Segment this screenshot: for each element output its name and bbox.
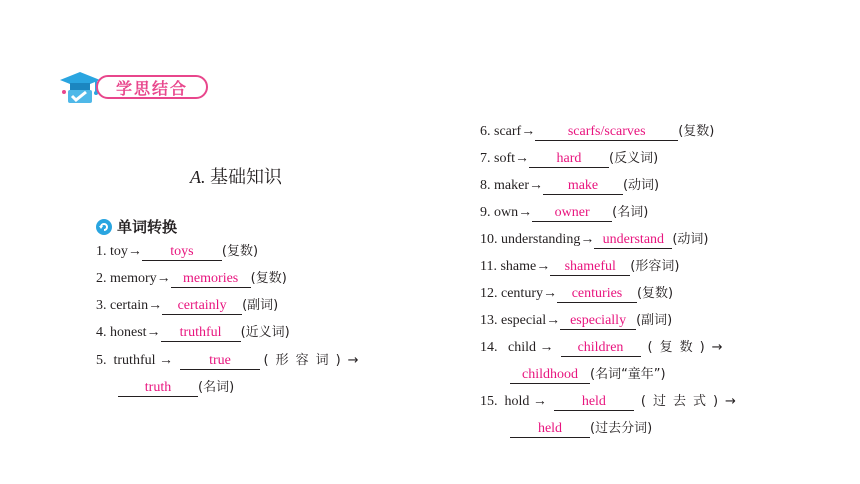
exercise-item: 8. maker→ make (动词) <box>480 178 660 193</box>
answer-blank: certainly <box>162 297 242 315</box>
section-heading-text: 基础知识 <box>210 167 282 188</box>
answer-blank: scarfs/scarves <box>535 123 678 141</box>
answer-blank: centuries <box>557 285 637 303</box>
book-icon <box>68 90 92 103</box>
answer-blank: memories <box>171 270 251 288</box>
answer-blank: understand <box>594 231 672 249</box>
sub-heading <box>96 216 177 237</box>
section-badge <box>96 75 208 99</box>
answer-blank: truth <box>118 379 198 397</box>
exercise-item: 2. memory→ memories (复数) <box>96 271 287 286</box>
answer-blank: shameful <box>550 258 630 276</box>
section-heading <box>190 163 282 189</box>
answer-blank: owner <box>532 204 612 222</box>
exercise-item: 11. shame→ shameful (形容词) <box>480 259 680 274</box>
section-logo <box>58 70 208 106</box>
section-prefix: A. <box>190 167 206 187</box>
exercise-item: 15. hold → held (过去式)→ <box>480 394 743 409</box>
answer-blank: hard <box>529 150 609 168</box>
exercise-item: 13. especial→ especially (副词) <box>480 313 673 328</box>
answer-blank: childhood <box>510 366 590 384</box>
exercise-item-continued: held (过去分词) <box>510 419 652 439</box>
answer-blank: toys <box>142 243 222 261</box>
exercise-item: 10. understanding→ understand (动词) <box>480 232 709 247</box>
answer-blank: true <box>180 352 260 370</box>
answer-blank: especially <box>560 312 636 330</box>
answer-blank: held <box>554 393 634 411</box>
answer-blank: truthful <box>161 324 241 342</box>
exercise-item: 14. child → children (复数)→ <box>480 340 730 355</box>
answer-blank: make <box>543 177 623 195</box>
section-badge-label: 学思结合 <box>115 78 188 98</box>
exercise-item: 4. honest→ truthful (近义词) <box>96 325 290 340</box>
exercise-item: 7. soft→ hard (反义词) <box>480 151 659 166</box>
answer-blank: children <box>561 339 641 357</box>
exercise-item: 6. scarf→ scarfs/scarves (复数) <box>480 124 715 139</box>
sub-heading-label: 单词转换 <box>117 218 178 236</box>
exercise-item: 12. century→ centuries (复数) <box>480 286 674 301</box>
exercise-item: 1. toy→ toys (复数) <box>96 244 259 259</box>
arrow-circle-icon <box>96 219 112 235</box>
exercise-item: 5. truthful → true (形容词)→ <box>96 353 366 368</box>
exercise-item-continued: truth (名词) <box>118 378 234 398</box>
exercise-item: 3. certain→ certainly (副词) <box>96 298 279 313</box>
exercise-item: 9. own→ owner (名词) <box>480 205 649 220</box>
answer-blank: held <box>510 420 590 438</box>
exercise-item-continued: childhood (名词“童年”) <box>510 365 666 385</box>
